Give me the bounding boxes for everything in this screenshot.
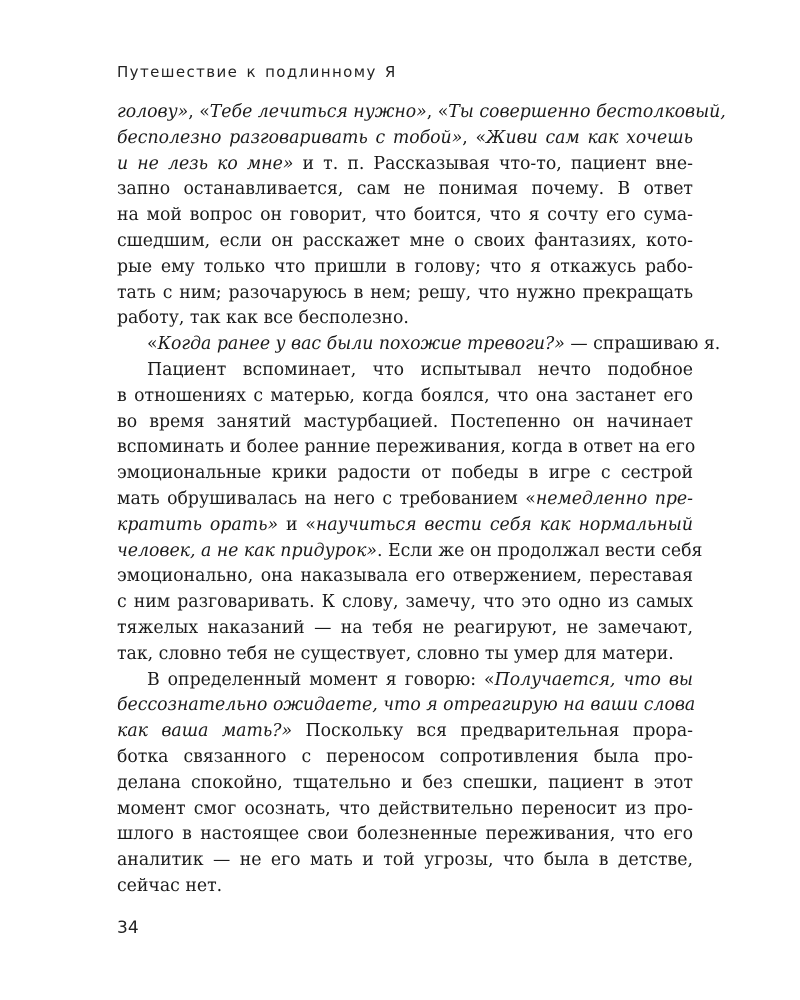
text-segment: на мой вопрос он говорит, что боится, что я сочту его сума- [117,205,693,226]
text-segment: делана спокойно, тщательно и без спешки, пациент в этот [117,772,693,793]
text-line [117,384,693,410]
text-line [117,410,693,436]
text-line [117,693,696,719]
text-line [117,255,693,281]
text-line [117,281,693,307]
text-line [117,848,693,874]
text-line [117,177,693,203]
text-line [117,616,693,642]
text-segment: аналитик — не его мать и той угрозы, что была в детстве, [117,850,693,871]
text-segment: эмоциональные крики радости от победы в игре с сестрой [117,463,693,484]
text-segment: « [147,334,158,355]
italic-text: кратить орать» [117,514,279,535]
text-line [117,306,693,332]
italic-text: бесполезно разговаривать с тобой» [117,127,463,148]
italic-text: научиться вести себя как нормальный [316,514,693,535]
italic-text: и не лезь ко мне» [117,153,294,174]
italic-text: Получается, что вы [494,669,693,690]
italic-text: голову» [117,102,189,122]
italic-text: немедленно пре- [535,488,693,509]
italic-text: бессознательно ожидаете, что я отреагирую на ваши слова [117,695,696,716]
text-segment: сейчас нет. [117,875,223,896]
text-segment: тать с ним; разочаруюсь в нем; решу, что нужно прекращать [117,282,693,303]
text-segment: Поскольку вся предварительная прора- [292,721,693,742]
text-line [117,822,693,848]
text-segment: , « [462,127,487,148]
italic-text: Ты совершенно бестолковый, [448,102,726,122]
text-line [117,487,693,513]
running-head: Путешествие к подлинному Я [117,63,397,81]
text-segment: Пациент вспоминает, что испытывал нечто подобное [147,359,693,380]
italic-text: человек, а не как придурок» [117,540,377,561]
text-segment: работу, так как все бесполезно. [117,308,409,329]
text-segment: рые ему только что пришли в голову; что я откажусь рабо- [117,256,693,277]
text-line [117,668,693,694]
text-segment: . Если же он продолжал вести себя [376,540,703,561]
text-segment: вспоминать и более ранние переживания, когда в ответ на его [117,437,696,458]
text-line [117,229,693,255]
text-segment: эмоционально, она наказывала его отвержением, переставая [117,566,693,587]
italic-text: как ваша мать?» [117,721,293,742]
text-segment: момент смог осознать, что действительно переносит из про- [117,798,693,819]
italic-text: Когда ранее у вас были похожие тревоги?» [157,334,565,355]
text-segment: и т. п. Рассказывая что-то, пациент вне- [293,153,693,174]
text-line [117,564,693,590]
text-line [117,797,693,823]
text-line [117,100,726,126]
text-line [117,874,693,900]
text-segment: , « [188,102,210,122]
text-segment: тяжелых наказаний — на тебя не реагируют, не замечают, [117,617,693,638]
text-segment: запно останавливается, сам не понимая почему. В ответ [117,179,693,200]
text-segment: в отношениях с матерью, когда боялся, что она застанет его [117,385,693,406]
text-line [117,203,693,229]
text-line [117,539,703,565]
page-body [117,100,726,900]
text-segment: сшедшим, если он расскажет мне о своих фантазиях, кото- [117,230,693,251]
italic-text: Живи сам как хочешь [486,127,693,148]
text-segment: так, словно тебя не существует, словно ты умер для матери. [117,643,674,664]
text-segment: во время занятий мастурбацией. Постепенно он начинает [117,411,693,432]
text-segment: мать обрушивалась на него с требованием « [117,488,536,509]
text-segment: — спрашиваю я. [564,334,721,355]
text-segment: шлого в настоящее свои болезненные переживания, что его [117,824,693,845]
text-line [117,461,693,487]
text-line [117,332,721,358]
text-line [117,513,693,539]
text-line [117,590,693,616]
text-segment: и « [278,514,316,535]
text-line [117,152,693,178]
text-line [117,435,696,461]
text-segment: ботка связанного с переносом сопротивления была про- [117,746,693,767]
text-line [117,745,693,771]
text-segment: с ним разговаривать. К слову, замечу, что это одно из самых [117,592,693,613]
text-line [117,358,693,384]
text-line [117,126,693,152]
text-line [117,771,693,797]
text-line [117,719,693,745]
italic-text: Тебе лечиться нужно» [209,102,427,122]
text-line [117,642,693,668]
text-segment: , « [426,102,449,122]
page-number: 34 [117,918,139,938]
text-segment: В определенный момент я говорю: « [147,669,495,690]
